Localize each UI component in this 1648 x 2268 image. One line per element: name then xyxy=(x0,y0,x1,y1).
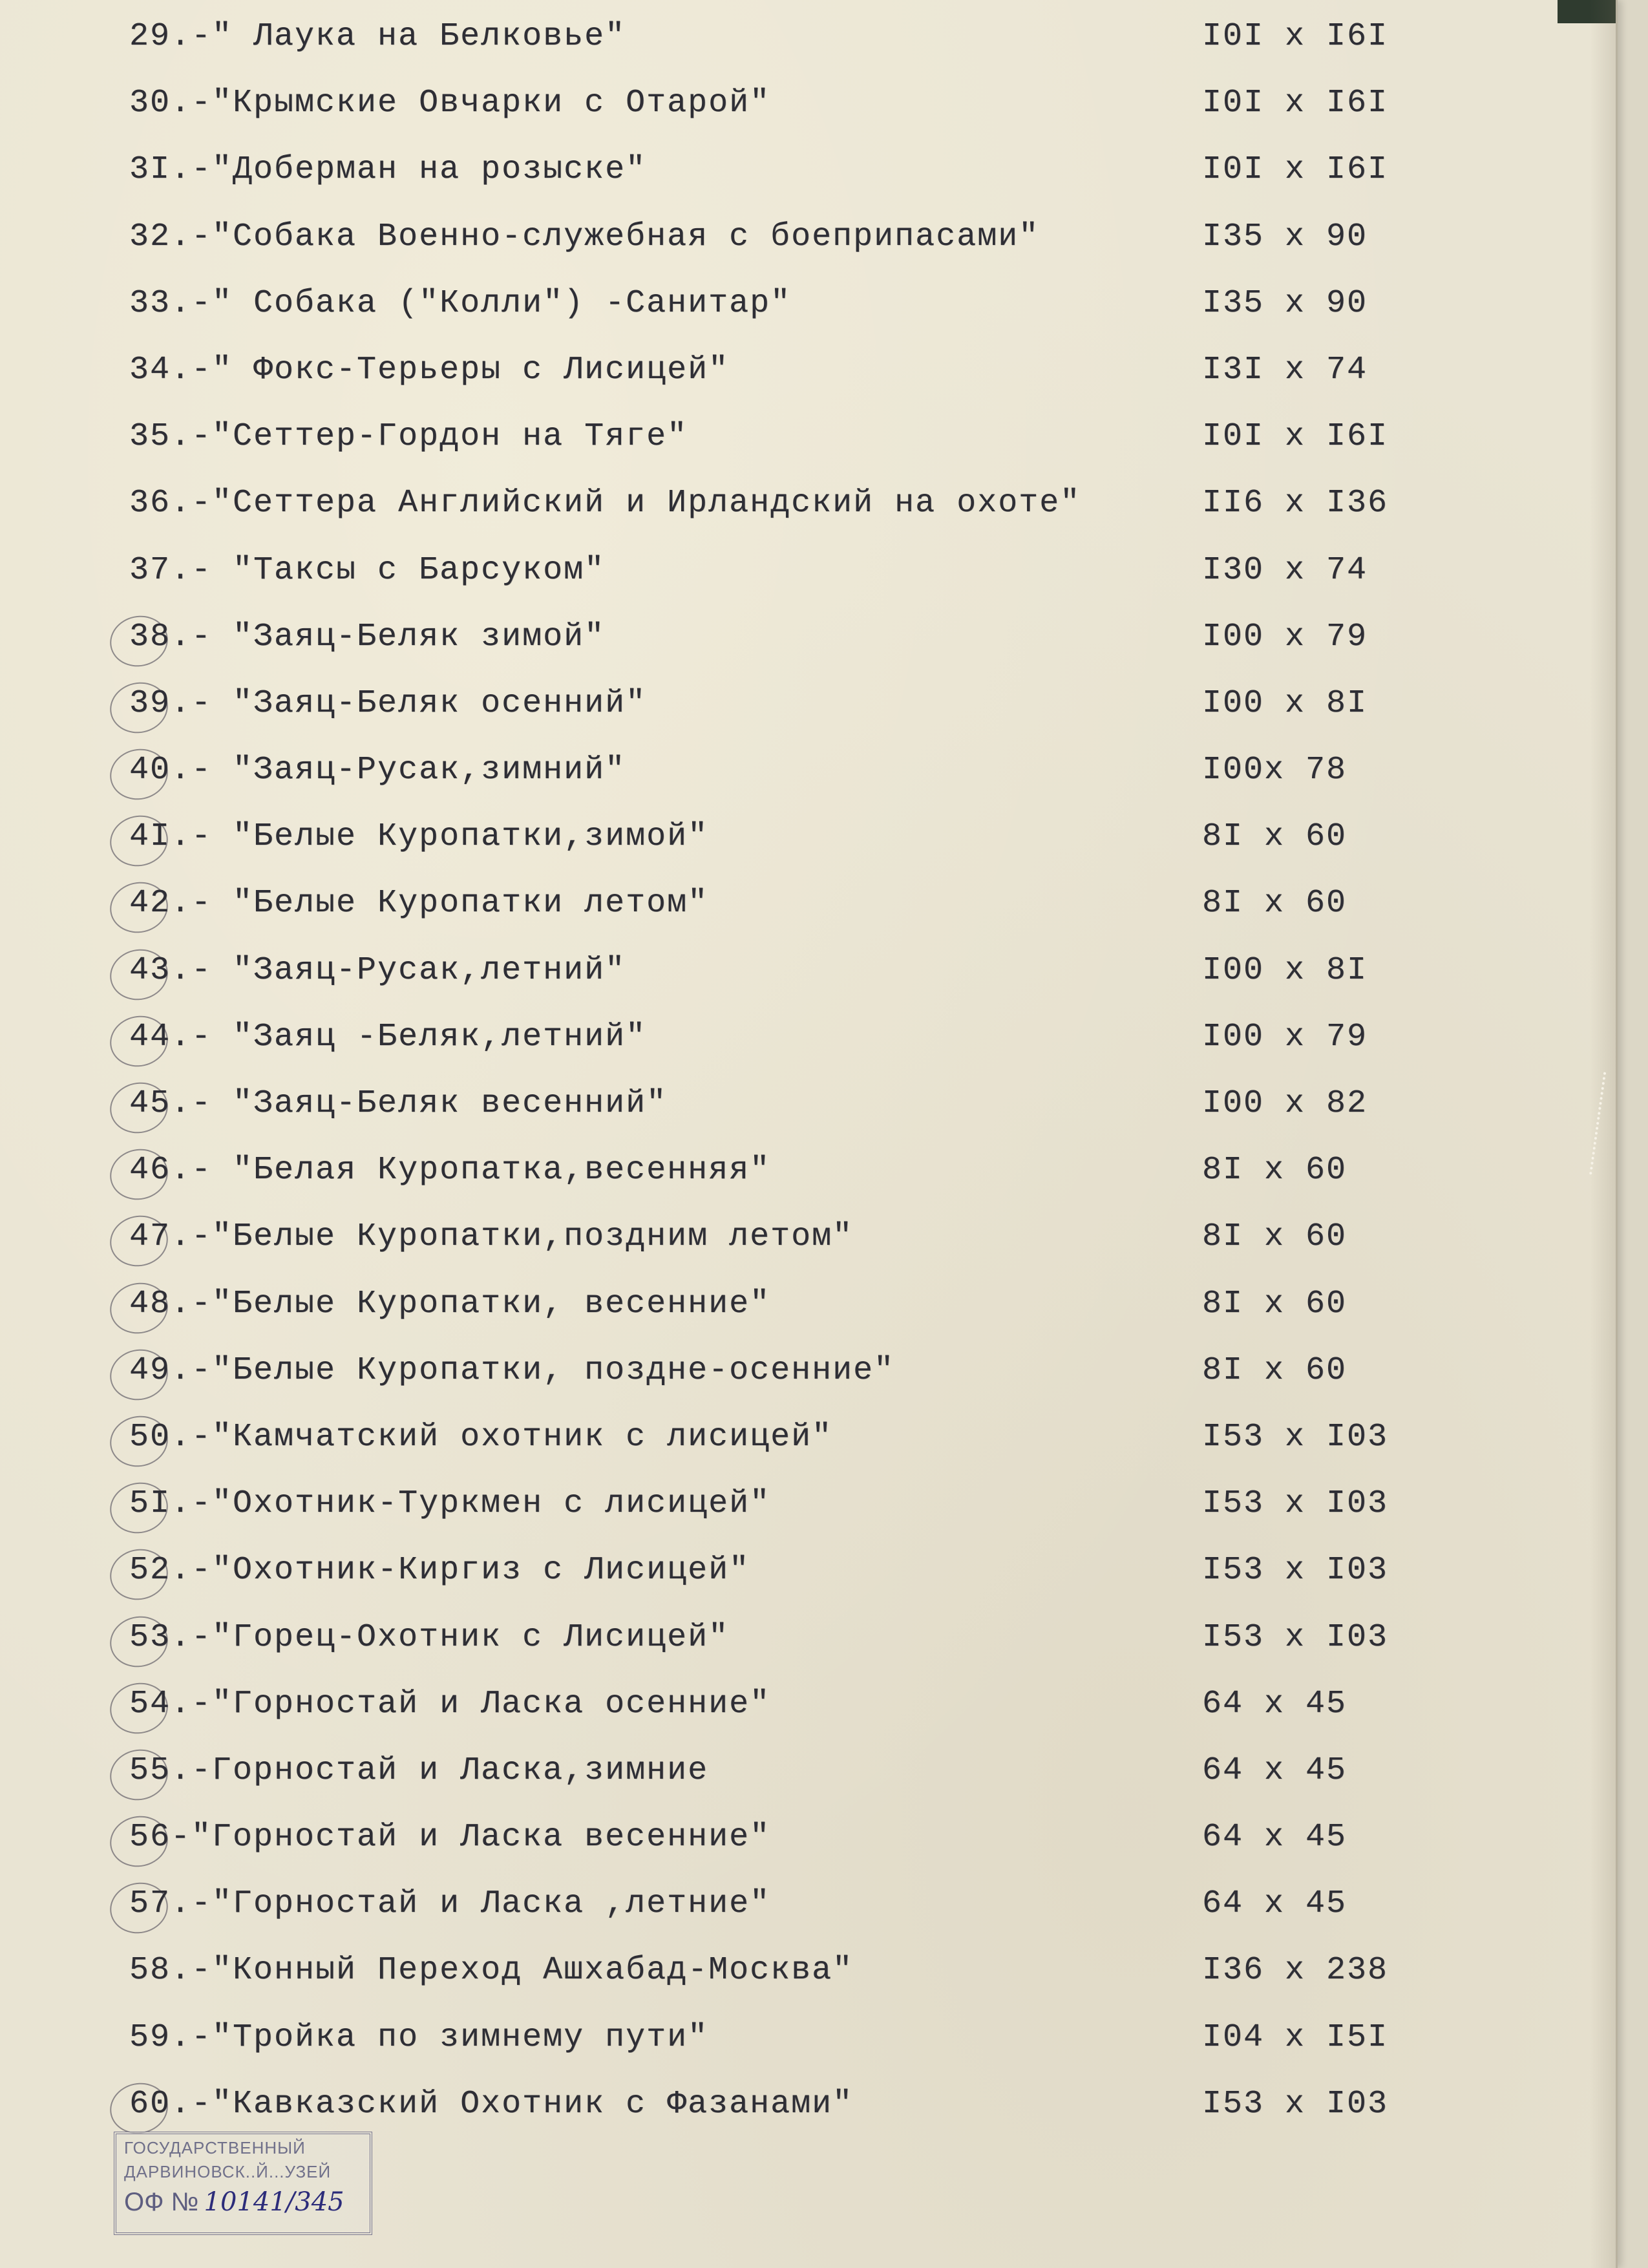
item-title-line xyxy=(129,1019,646,1055)
item-title-line xyxy=(129,1552,750,1589)
item-title-line xyxy=(129,418,688,455)
list-item xyxy=(129,673,1486,740)
item-size: I00 x 8I xyxy=(1202,951,1368,989)
item-title-line xyxy=(129,1686,770,1722)
list-item xyxy=(129,540,1486,607)
item-title-line xyxy=(129,285,791,322)
item-number: 55. xyxy=(129,1752,192,1789)
item-title-line xyxy=(129,1286,770,1322)
item-title-line xyxy=(129,818,708,855)
list-item xyxy=(129,1274,1486,1341)
list-item xyxy=(129,740,1486,807)
item-size: 64 x 45 xyxy=(1202,1885,1347,1923)
stamp-line-1: ГОСУДАРСТВЕННЫЙ xyxy=(124,2138,306,2157)
item-size: I53 x I03 xyxy=(1202,1618,1389,1656)
item-size: 64 x 45 xyxy=(1202,1685,1347,1722)
item-number: 54. xyxy=(129,1685,192,1722)
item-title-line xyxy=(129,619,605,655)
item-number: 37. xyxy=(129,551,192,589)
item-title: -"Крымские Овчарки с Отарой" xyxy=(191,85,771,122)
item-title-line xyxy=(129,952,626,989)
item-title: - "Белые Куропатки,зимой" xyxy=(191,818,709,856)
item-size: I00x 78 xyxy=(1202,752,1347,789)
item-number: 38. xyxy=(129,618,192,655)
item-number: 43. xyxy=(129,951,192,989)
item-number: 52. xyxy=(129,1552,192,1589)
item-size: I0I x I6I xyxy=(1202,418,1389,456)
item-number: 32. xyxy=(129,218,192,255)
item-number: 53. xyxy=(129,1618,192,1656)
item-title-line xyxy=(129,552,605,589)
item-title: -"Камчатский охотник с лисицей" xyxy=(191,1418,833,1456)
item-size: 8I x 60 xyxy=(1202,1351,1347,1389)
list-item xyxy=(129,1074,1486,1140)
list-item xyxy=(129,607,1486,673)
item-number: 33. xyxy=(129,284,192,322)
item-number: 44. xyxy=(129,1018,192,1055)
list-item xyxy=(129,1540,1486,1607)
item-title-line xyxy=(129,885,708,922)
item-title: -"Конный Переход Ашхабад-Москва" xyxy=(191,1952,854,1989)
item-title: - "Таксы с Барсуком" xyxy=(191,551,606,589)
list-item xyxy=(129,807,1486,873)
item-number: 39. xyxy=(129,684,192,722)
list-item xyxy=(129,1607,1486,1674)
item-title-line xyxy=(129,1952,853,1989)
item-size: I35 x 90 xyxy=(1202,284,1368,322)
item-title-line xyxy=(129,1485,770,1522)
item-title: - "Заяц-Беляк осенний" xyxy=(191,684,647,722)
item-number: 60. xyxy=(129,2085,192,2123)
item-number: 4I. xyxy=(129,818,192,856)
stamp-number: 10141/345 xyxy=(204,2187,344,2217)
item-number: 45. xyxy=(129,1085,192,1122)
list-item xyxy=(129,1140,1486,1207)
item-size: 64 x 45 xyxy=(1202,1819,1347,1856)
list-item xyxy=(129,1741,1486,1807)
stamp-inventory xyxy=(124,2187,362,2217)
item-number: 47. xyxy=(129,1218,192,1256)
item-title: -" Фокс-Терьеры с Лисицей" xyxy=(191,351,730,388)
item-size: I53 x I03 xyxy=(1202,1552,1389,1589)
item-size: I3I x 74 xyxy=(1202,351,1368,388)
item-size: I0I x I6I xyxy=(1202,18,1389,55)
item-number: 46. xyxy=(129,1152,192,1189)
item-size: 8I x 60 xyxy=(1202,1152,1347,1189)
item-title-line xyxy=(129,352,729,388)
item-title: -"Кавказский Охотник с Фазанами" xyxy=(191,2085,854,2123)
item-title-line xyxy=(129,2086,853,2123)
item-title-line xyxy=(129,151,646,188)
item-title: - "Заяц-Русак,зимний" xyxy=(191,752,626,789)
item-size: 8I x 60 xyxy=(1202,1218,1347,1256)
list-item xyxy=(129,1807,1486,1874)
item-title-line xyxy=(129,1752,708,1789)
item-number: 35. xyxy=(129,418,192,456)
item-title: - "Заяц-Беляк весенний" xyxy=(191,1085,668,1122)
item-title: - "Заяц -Беляк,летний" xyxy=(191,1018,647,1055)
item-size: I35 x 90 xyxy=(1202,218,1368,255)
item-number: 34. xyxy=(129,351,192,388)
item-title: -Горностай и Ласка,зимние xyxy=(191,1752,709,1789)
item-title: -" Собака ("Колли") -Санитар" xyxy=(191,284,792,322)
list-item xyxy=(129,473,1486,540)
item-title-line xyxy=(129,1218,853,1255)
item-title: -"Горностай и Ласка ,летние" xyxy=(191,1885,771,1923)
item-title: -"Собака Военно-служебная с боеприпасами" xyxy=(191,218,1040,255)
item-size: 8I x 60 xyxy=(1202,818,1347,856)
stamp-label: ОФ № xyxy=(124,2188,199,2216)
list-item xyxy=(129,1940,1486,2007)
item-number: 3I. xyxy=(129,151,192,189)
item-number: 58. xyxy=(129,1952,192,1989)
item-title: - "Белая Куропатка,весенняя" xyxy=(191,1152,771,1189)
item-title-line xyxy=(129,85,770,122)
item-number: 49. xyxy=(129,1351,192,1389)
item-size: 8I x 60 xyxy=(1202,1285,1347,1322)
item-size: I04 x I5I xyxy=(1202,2019,1389,2056)
item-number: 42. xyxy=(129,885,192,922)
list-item xyxy=(129,1407,1486,1474)
item-size: I0I x I6I xyxy=(1202,85,1389,122)
item-number: 5I. xyxy=(129,1485,192,1523)
item-title: - "Заяц-Беляк зимой" xyxy=(191,618,606,655)
item-title: -"Сеттера Английский и Ирландский на охоте" xyxy=(191,485,1081,522)
item-number: 59. xyxy=(129,2019,192,2056)
item-title-line xyxy=(129,1819,770,1856)
item-title: -"Тройка по зимнему пути" xyxy=(191,2019,709,2056)
list-item xyxy=(129,6,1486,73)
item-title: -"Охотник-Киргиз с Лисицей" xyxy=(191,1552,750,1589)
item-size: 64 x 45 xyxy=(1202,1752,1347,1789)
item-title-line xyxy=(129,1619,729,1656)
list-item xyxy=(129,73,1486,140)
list-item xyxy=(129,1474,1486,1540)
item-title: - "Белые Куропатки летом" xyxy=(191,885,709,922)
item-size: 8I x 60 xyxy=(1202,885,1347,922)
list-item xyxy=(129,407,1486,473)
list-item xyxy=(129,207,1486,273)
list-item xyxy=(129,2074,1486,2141)
item-title: -"Горностай и Ласка весенние" xyxy=(171,1819,771,1856)
item-size: I00 x 82 xyxy=(1202,1085,1368,1122)
museum-stamp xyxy=(114,2132,372,2235)
item-size: I36 x 238 xyxy=(1202,1952,1389,1989)
item-title: -" Лаука на Белковье" xyxy=(191,18,626,55)
list-item xyxy=(129,940,1486,1007)
item-title: -"Белые Куропатки, весенние" xyxy=(191,1285,771,1322)
item-title: -"Сеттер-Гордон на Тяге" xyxy=(191,418,688,456)
item-title-line xyxy=(129,752,626,789)
item-title-line xyxy=(129,2019,708,2056)
item-title: - "Заяц-Русак,летний" xyxy=(191,951,626,989)
item-title-line xyxy=(129,18,626,55)
item-title-line xyxy=(129,218,1039,255)
item-title: -"Охотник-Туркмен с лисицей" xyxy=(191,1485,771,1523)
item-title-line xyxy=(129,1085,667,1122)
artwork-list xyxy=(129,6,1486,2141)
list-item xyxy=(129,340,1486,407)
list-item xyxy=(129,1007,1486,1074)
list-item xyxy=(129,873,1486,940)
item-size: I30 x 74 xyxy=(1202,551,1368,589)
item-title: -"Белые Куропатки,поздним летом" xyxy=(191,1218,854,1256)
item-size: I53 x I03 xyxy=(1202,2085,1389,2123)
item-number: 48. xyxy=(129,1285,192,1322)
list-item xyxy=(129,1874,1486,1940)
item-title-line xyxy=(129,1352,894,1389)
item-number: 29. xyxy=(129,18,192,55)
item-title: -"Горец-Охотник с Лисицей" xyxy=(191,1618,730,1656)
item-size: I53 x I03 xyxy=(1202,1418,1389,1456)
list-item xyxy=(129,2008,1486,2074)
item-size: II6 x I36 xyxy=(1202,485,1389,522)
item-title: -"Белые Куропатки, поздне-осенние" xyxy=(191,1351,895,1389)
list-item xyxy=(129,273,1486,340)
item-title-line xyxy=(129,685,646,722)
item-title-line xyxy=(129,485,1081,522)
list-item xyxy=(129,1207,1486,1273)
item-title-line xyxy=(129,1152,770,1189)
item-size: I00 x 79 xyxy=(1202,1018,1368,1055)
item-number: 50. xyxy=(129,1418,192,1456)
list-item xyxy=(129,1674,1486,1741)
stamp-line-2: ДАРВИНОВСК..Й...УЗЕЙ xyxy=(124,2162,332,2181)
item-number: 40. xyxy=(129,752,192,789)
item-size: I0I x I6I xyxy=(1202,151,1389,189)
list-item xyxy=(129,140,1486,206)
item-size: I53 x I03 xyxy=(1202,1485,1389,1523)
item-size: I00 x 79 xyxy=(1202,618,1368,655)
item-title-line xyxy=(129,1885,770,1922)
item-title: -"Доберман на розыске" xyxy=(191,151,647,189)
item-size: I00 x 8I xyxy=(1202,684,1368,722)
item-number: 36. xyxy=(129,485,192,522)
list-item xyxy=(129,1341,1486,1407)
item-title: -"Горностай и Ласка осенние" xyxy=(191,1685,771,1722)
item-number: 30. xyxy=(129,85,192,122)
item-number: 57. xyxy=(129,1885,192,1923)
item-number: 56 xyxy=(129,1819,171,1856)
item-title-line xyxy=(129,1419,832,1456)
